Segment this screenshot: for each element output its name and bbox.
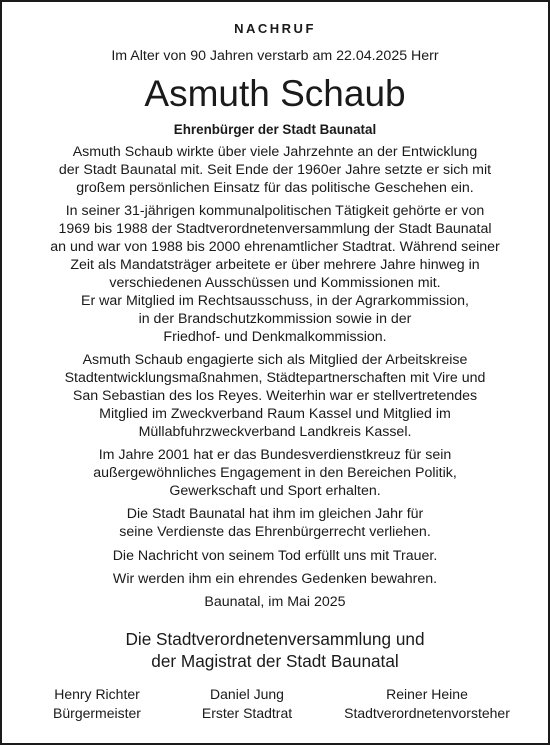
text-line: Mitglied im Zweckverband Raum Kassel und Mitglied im <box>99 405 451 422</box>
honor-title: Ehrenbürger der Stadt Baunatal <box>173 122 377 137</box>
paragraph-remembrance <box>22 571 528 589</box>
text-line: Gewerkschaft und Sport erhalten. <box>169 482 381 499</box>
text-line: Müllabfuhrzweckverband Landkreis Kassel. <box>138 423 412 440</box>
obituary-body <box>22 144 528 618</box>
signer-name: Daniel Jung <box>210 686 284 702</box>
paragraph-award <box>22 447 528 501</box>
paragraph-political-career <box>22 203 528 346</box>
text-line: verschiedenen Ausschüssen und Kommissionen mit. <box>109 274 441 291</box>
text-line: San Sebastian des los Reyes. Weiterhin war er stellvertretendes <box>72 387 478 404</box>
signer-name: Henry Richter <box>54 686 140 702</box>
text-line: an und war von 1988 bis 2000 ehrenamtlicher Stadtrat. Während seiner <box>50 239 500 256</box>
place-date: Baunatal, im Mai 2025 <box>204 594 346 611</box>
paragraph-contribution <box>22 144 528 198</box>
signer-name: Reiner Heine <box>386 686 468 702</box>
text-line: In seiner 31-jährigen kommunalpolitischen Tätigkeit gehörte er von <box>65 203 485 220</box>
paragraph-honorary-citizenship <box>22 506 528 542</box>
signer-role: Erster Stadtrat <box>201 705 293 721</box>
signer-first-councillor <box>152 685 342 723</box>
text-line: außergewöhnliches Engagement in den Bereichen Politik, <box>93 464 457 481</box>
obituary-notice <box>2 2 548 743</box>
paragraph-working-groups <box>22 352 528 442</box>
text-line: der Stadt Baunatal mit. Seit Ende der 1960er Jahre setzte er sich mit <box>58 161 492 178</box>
org-line: der Magistrat der Stadt Baunatal <box>151 650 399 671</box>
notice-heading: NACHRUF <box>234 21 316 36</box>
text-line: 1969 bis 1988 der Stadtverordnetenversammlung der Stadt Baunatal <box>58 221 492 238</box>
text-line: Im Jahre 2001 hat er das Bundesverdienstkreuz für sein <box>98 447 452 463</box>
signing-organization <box>2 629 548 672</box>
signer-role: Bürgermeister <box>53 705 141 721</box>
text-line: Wir werden ihm ein ehrendes Gedenken bewahren. <box>112 570 438 587</box>
text-line: Zeit als Mandatsträger arbeitete er über mehrere Jahre hinweg in <box>70 256 480 273</box>
text-line: Er war Mitglied im Rechtsausschuss, in der Agrarkommission, <box>81 292 469 309</box>
text-line: Asmuth Schaub wirkte über viele Jahrzehnte an der Entwicklung <box>72 144 478 160</box>
text-line: in der Brandschutzkommission sowie in der <box>138 310 412 327</box>
text-line: seine Verdienste das Ehrenbürgerrecht verliehen. <box>119 524 431 541</box>
deceased-name: Asmuth Schaub <box>144 73 406 114</box>
intro-line: Im Alter von 90 Jahren verstarb am 22.04.2025 Herr <box>111 48 439 64</box>
org-line: Die Stadtverordnetenversammlung und <box>125 629 425 649</box>
text-line: Die Nachricht von seinem Tod erfüllt uns mit Trauer. <box>112 547 438 564</box>
text-line: großem persönlichen Einsatz für das politische Geschehen ein. <box>76 179 474 196</box>
text-line: Die Stadt Baunatal hat ihm im gleichen Jahr für <box>126 506 424 523</box>
text-line: Friedhof- und Denkmalkommission. <box>163 328 387 345</box>
signer-role: Stadtverordnetenvorsteher <box>344 705 510 721</box>
signer-council-chair <box>332 685 522 723</box>
paragraph-mourning <box>22 548 528 566</box>
text-line: Asmuth Schaub engagierte sich als Mitglied der Arbeitskreise <box>82 351 468 368</box>
text-line: Stadtentwicklungsmaßnahmen, Städtepartnerschaften mit Vire und <box>64 369 486 386</box>
